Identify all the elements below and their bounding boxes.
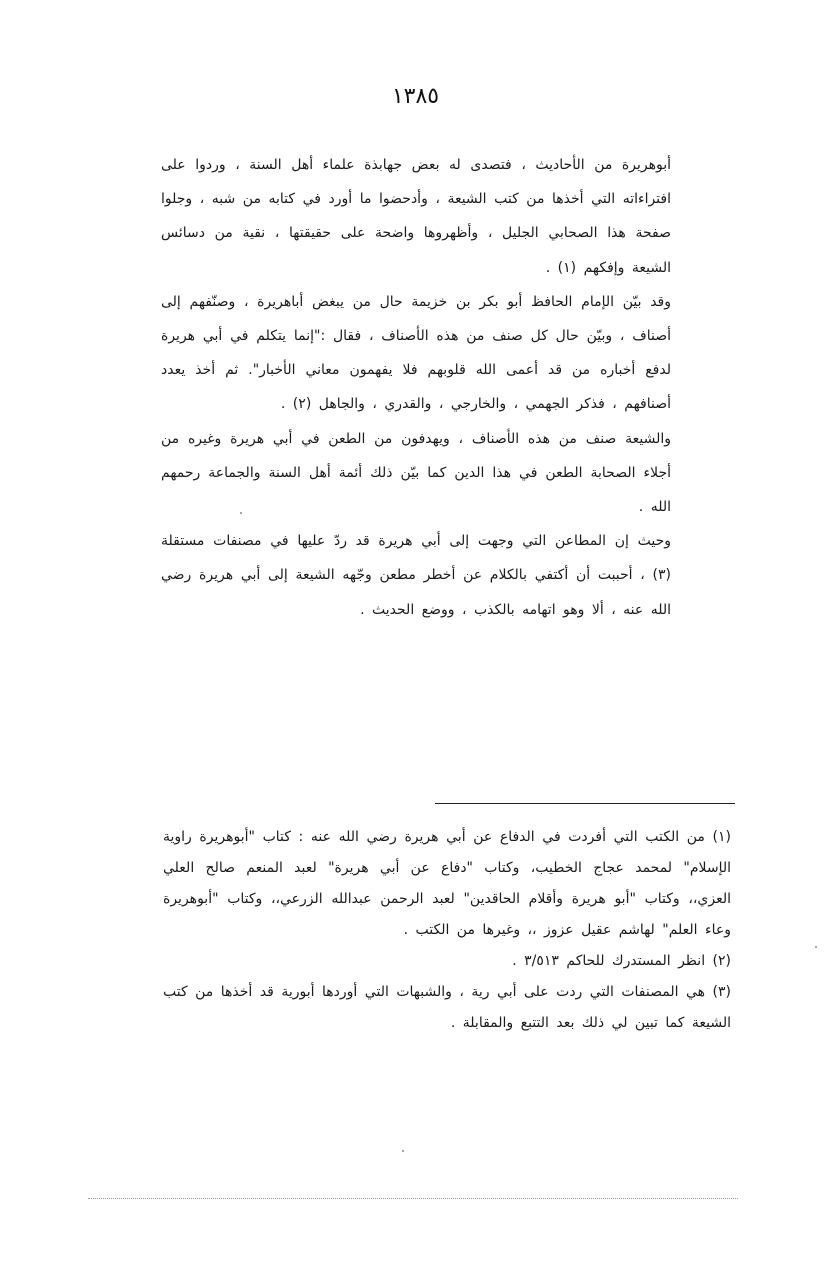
paragraph-3: والشيعة صنف من هذه الأصناف ، ويهدفون من الطعن في أبي هريرة وغيره من أجلاء الصحابة الطعن في هذا الدين كما بيّن ذلك أئمة أهل السنة والجماعة رحمهم الله .: [161, 430, 671, 516]
scan-edge-line: [88, 1198, 738, 1199]
paragraph-1: أبوهريرة من الأحاديث ، فتصدى له بعض جهابذة علماء أهل السنة ، وردوا على افتراءاته التي أخذها من كتب الشيعة ، وأدحضوا ما أورد في كتابه من شبه ، وجلوا صفحة هذا الصحابي الجليل ، وأظهروها واضحة على حقيقتها ، نقية من دسائس الشيعة وإفكهم (١) .: [161, 157, 671, 276]
scan-speck: [240, 512, 242, 514]
footnote-separator: [435, 803, 735, 804]
scan-speck: [815, 946, 817, 948]
main-text: [161, 148, 671, 627]
footnote-3: (٣) هي المصنفات التي ردت على أبي رية ، والشبهات التي أوردها أبورية قد أخذها من كتب الشيعة كما تبين لي ذلك بعد التتبع والمقابلة .: [163, 984, 731, 1031]
paragraph-4: وحيث إن المطاعن التي وجهت إلى أبي هريرة قد ردّ عليها في مصنفات مستقلة (٣) ، أحببت أن أكتفي بالكلام عن أخطر مطعن وجّهه الشيعة إلى أبي هريرة رضي الله عنه ، ألا وهو اتهامه بالكذب ، ووضع الحديث .: [161, 533, 671, 618]
footnotes: [163, 822, 731, 1039]
footnote-1: (١) من الكتب التي أفردت في الدفاع عن أبي هريرة رضي الله عنه : كتاب "أبوهريرة راوية الإسلام" لمحمد عجاج الخطيب، وكتاب "دفاع عن أبي هريرة" لعبد المنعم صالح العلي العزي،، وكتاب "أبو هريرة وأقلام الحاقدين" لعبد الرحمن عبدالله الزرعي،، وكتاب "أبوهريرة وعاء العلم" لهاشم عقيل عزوز ،، وغيرها من الكتب .: [163, 829, 731, 938]
page-number: ١٣٨٥: [391, 84, 440, 109]
scan-speck: [402, 1150, 404, 1152]
paragraph-2: وقد بيّن الإمام الحافظ أبو بكر بن خزيمة حال من يبغض أباهريرة ، وصنّفهم إلى أصناف ، وبيّن حال كل صنف من هذه الأصناف ، فقال :"إنما يتكلم في أبي هريرة لدفع أخباره من قد أعمى الله قلوبهم فلا يفهمون معاني الأخبار". ثم أخذ يعدد أصنافهم ، فذكر الجهمي ، والخارجي ، والقدري ، والجاهل (٢) .: [161, 293, 671, 413]
footnote-2: (٢) انظر المستدرك للحاكم ٣/٥١٣ .: [512, 953, 731, 969]
